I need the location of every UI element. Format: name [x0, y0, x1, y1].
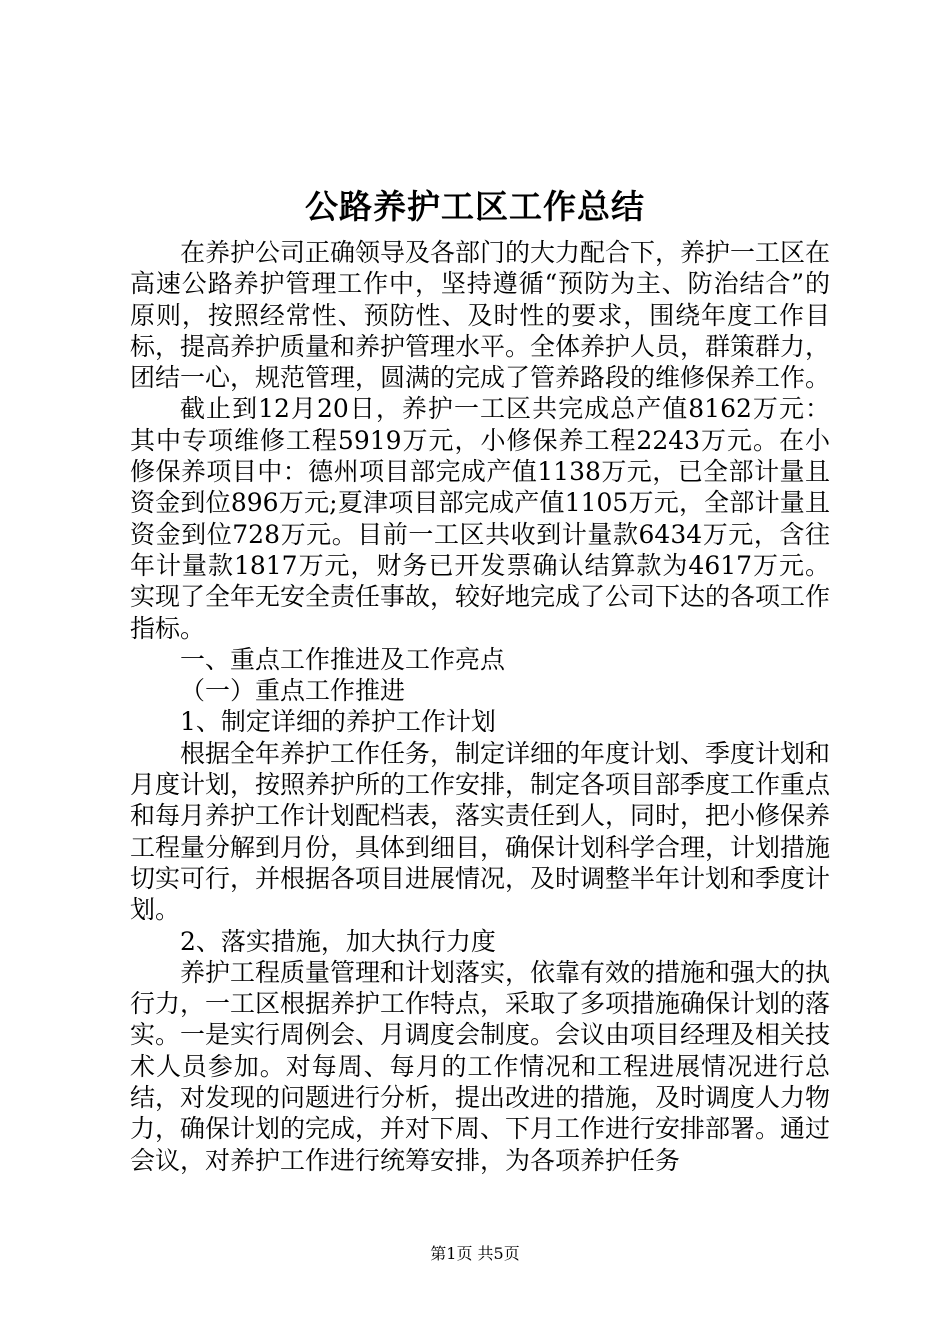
item-1-title: 1、制定详细的养护工作计划	[180, 707, 496, 737]
intro-paragraph: 在养护公司正确领导及各部门的大力配合下，养护一工区在高速公路养护管理工作中，坚持遵循“预防为主、防治结合”的原则，按照经常性、预防性、及时性的要求，围绕年度工作目标，提高养护质量和养护管理水平。全体养护人员，群策群力，团结一心，规范管理，圆满的完成了管养路段的维修保养工作。	[130, 238, 831, 393]
subsection-heading: （一）重点工作推进	[180, 676, 406, 706]
document-body	[130, 237, 830, 1176]
page-footer: 第1页 共5页	[430, 1244, 520, 1263]
item-2-title: 2、落实措施，加大执行力度	[180, 926, 496, 956]
item-1-body: 根据全年养护工作任务，制定详细的年度计划、季度计划和月度计划，按照养护所的工作安排，制定各项目部季度工作重点和每月养护工作计划配档表，落实责任到人，同时，把小修保养工程量分解到月份，具体到细目，确保计划科学合理，计划措施切实可行，并根据各项目进展情况，及时调整半年计划和季度计划。	[130, 738, 831, 925]
section-heading: 一、重点工作推进及工作亮点	[180, 644, 506, 674]
item-2-body: 养护工程质量管理和计划落实，依靠有效的措施和强大的执行力，一工区根据养护工作特点，采取了多项措施确保计划的落实。一是实行周例会、月调度会制度。会议由项目经理及相关技术人员参加。对每周、每月的工作情况和工程进展情况进行总结，对发现的问题进行分析，提出改进的措施，及时调度人力物力，确保计划的完成，并对下周、下月工作进行安排部署。通过会议，对养护工作进行统筹安排，为各项养护任务	[130, 957, 831, 1175]
output-summary-paragraph: 截止到12月20日，养护一工区共完成总产值8162万元：其中专项维修工程5919万元，小修保养工程2243万元。在小修保养项目中：德州项目部完成产值1138万元，已全部计量且资金到位896万元;夏津项目部完成产值1105万元，全部计量且资金到位728万元。目前一工区共收到计量款6434万元，含往年计量款1817万元，财务已开发票确认结算款为4617万元。实现了全年无安全责任事故，较好地完成了公司下达的各项工作指标。	[130, 394, 831, 643]
document-title: 公路养护工区工作总结	[305, 187, 645, 226]
